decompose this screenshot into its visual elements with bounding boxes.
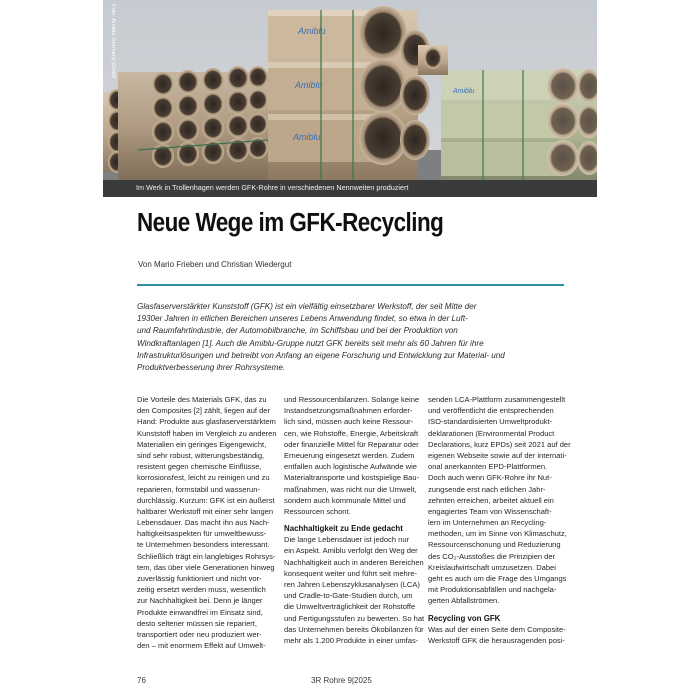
- body-text-line: ren Jahren Lebenszyklusanalysen (LCA): [284, 580, 420, 589]
- body-text-line: maßnahmen, was nicht nur die Umwelt,: [284, 484, 417, 494]
- body-column-1: [137, 394, 277, 651]
- pipe-print-text: Amiblu: [453, 88, 475, 95]
- body-text-line: und veröffentlicht die entsprechenden: [428, 406, 554, 416]
- body-text-line: Nachhaltigkeit auch in anderen Bereichen: [284, 557, 424, 567]
- body-text-line: deklarationen (Environmental Product: [428, 428, 555, 438]
- body-text-line: lich sind, müssen auch keine Ressour-: [284, 417, 414, 427]
- body-text-line: onal anerkannten EPD-Plattformen.: [428, 462, 548, 472]
- body-text-line: Erneuerung eingesetzt werden. Zudem: [284, 450, 415, 460]
- body-text-line: tem, das über viele Generationen hinweg: [137, 562, 275, 572]
- body-text-line: zeitig ersetzt werden muss, wesentlich: [137, 585, 266, 595]
- body-text-line: gerten Abfallströmen.: [428, 596, 500, 606]
- body-text-line: zungsende erst nach etlichen Jahr-: [428, 484, 546, 494]
- body-text-line: die Umweltverträglichkeit der Rohstoffe: [284, 602, 416, 612]
- lead-line: Infrastrukturlösungen und betreibt von Anfang an eigene Forschung und Entwicklung zur Material- und: [137, 350, 505, 360]
- pipe-print-text: Amiblu: [295, 80, 323, 90]
- lead-line: Windkraftanlagen [1]. Auch die Amiblu-Gruppe nutzt GFK bereits seit mehr als 60 Jahren für ihre: [137, 338, 484, 348]
- article-title: Neue Wege im GFK-Recycling: [137, 209, 444, 237]
- body-text-line: ein Aspekt. Amiblu verfolgt den Weg der: [284, 546, 418, 556]
- body-text-line: konsequent weiter und führt seit mehre-: [284, 568, 417, 578]
- journal-issue: 3R Rohre 9|2025: [311, 676, 372, 685]
- body-text-line: Die Vorteile des Materials GFK, das zu: [137, 395, 267, 404]
- body-text-line: Die lange Lebensdauer ist jedoch nur: [284, 535, 410, 545]
- body-text-line: durchlässig. Kurzum: GFK ist ein äußerst: [137, 495, 275, 505]
- body-text-line: haltigkeitsaspekten für umweltbewuss-: [137, 529, 267, 539]
- section-heading: Recycling von GFK: [428, 613, 501, 623]
- accent-rule: [137, 284, 564, 286]
- paragraph-gap: [284, 517, 420, 520]
- body-text-line: lern im Unternehmen an Recycling-: [428, 518, 547, 528]
- body-text-line: Kreislaufwirtschaft umzusetzen. Dabei: [428, 562, 556, 572]
- body-text-line: entfallen auch logistische Aufwände wie: [284, 462, 417, 472]
- lead-line: Glasfaserverstärkter Kunststoff (GFK) ist ein vielfältig einsetzbarer Werkstoff, der seit Mitte der: [137, 302, 477, 311]
- body-text-line: Materialtransporte und kostspielige Bau-: [284, 473, 420, 483]
- body-column-2: [284, 394, 425, 646]
- body-text-line: haltbarer Werkstoff mit einer sehr langen: [137, 506, 274, 516]
- pipe-print-text: Amiblu: [293, 132, 321, 142]
- body-text-line: und Ressourcenbilanzen. Solange keine: [284, 395, 420, 404]
- body-text-line: den Composites [2] zählt, liegen auf der: [137, 406, 270, 416]
- body-text-line: ISO-standardisierten Umweltprodukt-: [428, 417, 553, 427]
- body-text-line: zur Nachhaltigkeit bei. Denn je länger: [137, 596, 263, 606]
- body-text-line: Was auf der einen Seite dem Composite-: [428, 624, 566, 634]
- body-text-line: cen, wie Rohstoffe, Energie, Arbeitskraft: [284, 428, 419, 438]
- body-text-line: mit Produktionsabfällen und nachgela-: [428, 585, 557, 595]
- lead-line: Produktverbesserung ihrer Rohrsysteme.: [137, 363, 286, 373]
- paragraph-gap: [428, 607, 566, 610]
- body-text-line: Lebensdauer. Das macht ihn aus Nach-: [137, 518, 270, 528]
- body-text-line: Werkstoff GFK die herausragenden posi-: [428, 635, 565, 645]
- pipe-stacks-image: [103, 0, 597, 197]
- body-text-line: das Unternehmen bereits Ökobilanzen für: [284, 624, 424, 634]
- body-text-line: oder finanzielle Mittel für Reparatur oder: [284, 439, 419, 449]
- body-text-line: Ressourcen schont.: [284, 506, 351, 516]
- lead-line: 1930er Jahren in etlichen Bereichen unseres Lebens Anwendung findet, so etwa in der Luft-: [137, 314, 468, 324]
- body-text-line: und Fertigungsstufen zu bewerten. So hat: [284, 613, 425, 623]
- body-text-line: Materialien ein geringes Eigengewicht,: [137, 439, 267, 449]
- photo-caption: Im Werk in Trollenhagen werden GFK-Rohre in verschiedenen Nennweiten produziert: [136, 183, 409, 192]
- body-text-line: Kunststoff haben im Vergleich zu anderen: [137, 428, 277, 438]
- body-text-line: und Cradle-to-Gate-Studien durch, um: [284, 591, 413, 601]
- body-text-line: Declarations, kurz EPDs) seit 2021 auf der: [428, 439, 571, 449]
- body-text-line: resistent gegen chemische Einflüsse,: [137, 462, 262, 472]
- body-text-line: mehr als 1.200 Produkte in einer umfas-: [284, 635, 419, 645]
- lead-paragraph: [137, 301, 567, 374]
- body-text-line: zehnten erreichen, arbeitet aktuell ein: [428, 495, 554, 505]
- body-text-line: reparieren, formstabil und wasserun-: [137, 484, 260, 494]
- body-text-line: senden LCA-Plattform zusammengestellt: [428, 395, 566, 404]
- body-text-line: te Unternehmen besonders interessant.: [137, 540, 270, 550]
- body-text-line: desto seltener müssen sie repariert,: [137, 618, 257, 628]
- body-text-line: geht es auch um die Frage des Umgangs: [428, 574, 567, 583]
- body-text-line: transportiert oder neu produziert wer-: [137, 629, 262, 639]
- page-number: 76: [137, 676, 146, 685]
- body-text-line: Doch auch wenn GFK-Rohre ihr Nut-: [428, 473, 552, 483]
- body-text-line: Schließlich trägt ein langlebiges Rohrsys-: [137, 551, 276, 561]
- body-text-line: methoden, um im Sinne von Klimaschutz,: [428, 529, 567, 539]
- body-text-line: engagiertes Team von Wissenschaft-: [428, 506, 552, 516]
- body-text-line: den – mit enormem Effekt auf Umwelt-: [137, 641, 266, 651]
- section-heading: Nachhaltigkeit zu Ende gedacht: [284, 524, 403, 534]
- body-text-line: des CO₂-Ausstoßes die Prinzipien der: [428, 551, 556, 561]
- body-text-line: Instandsetzungsmaßnahmen erforder-: [284, 406, 413, 416]
- body-text-line: Ressourcenschonung und Reduzierung: [428, 540, 561, 550]
- hero-photo: [103, 0, 597, 197]
- body-text-line: eigenen Webseite sowie auf der internati-: [428, 450, 567, 460]
- photo-credit: [107, 4, 117, 79]
- body-column-3: [428, 394, 571, 646]
- body-text-line: zuverlässig funktioniert und nicht vor-: [137, 574, 262, 583]
- photo-caption-bar: [103, 180, 597, 197]
- pipe-print-text: Amiblu: [298, 26, 326, 36]
- body-text-line: sondern auch kommunale Mittel und: [284, 495, 406, 505]
- body-text-line: korrosionsfest, leicht zu reinigen und zu: [137, 473, 270, 483]
- body-text-line: Hand: Produkte aus glasfaserverstärktem: [137, 417, 276, 427]
- article-authors: Von Mario Frieben und Christian Wiedergut: [138, 260, 292, 269]
- lead-line: und Raumfahrtindustrie, der Automobilbranche, im Schiffsbau und bei der Produktion von: [137, 326, 458, 336]
- body-text-line: Produkte einwandfrei im Einsatz sind,: [137, 607, 263, 617]
- body-text-line: sind sehr robust, witterungsbeständig,: [137, 450, 265, 460]
- photo-credit-text: Foto: Amiblu Germany GmbH: [110, 4, 116, 79]
